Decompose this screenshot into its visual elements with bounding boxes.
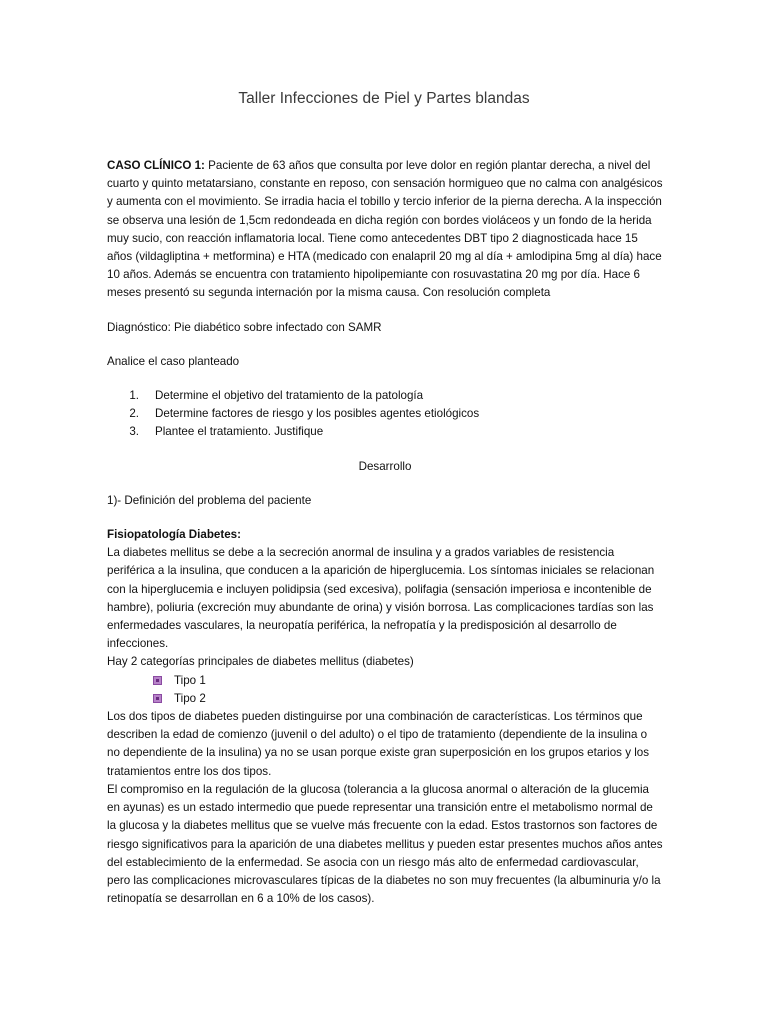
- physio-paragraph-2: Los dos tipos de diabetes pueden distinguirse por una combinación de características. Los términos que describen la edad de comienzo (juvenil o del adulto) o el tipo de tratamiento (dependiente de la insulina o no dependiente de la insulina) ya no se usan porque existe gran superposición en los grupos etarios y los tratamientos entre los dos tipos.: [107, 710, 650, 778]
- task-list: [107, 387, 663, 442]
- type-label: Tipo 1: [174, 673, 206, 687]
- physio-paragraph-3: El compromiso en la regulación de la glucosa (tolerancia a la glucosa anormal o alteración de la glucemia en ayunas) es un estado intermedio que puede representar una transición entre el metabolismo normal de la glucosa y la diabetes mellitus que se vuelve más frecuente con la edad. Estos trastornos son factores de riesgo significativos para la aparición de una diabetes mellitus y pueden estar presentes muchos años antes del establecimiento de la enfermedad. Se asocia con un riesgo más alto de enfermedad cardiovascular, pero las complicaciones microvasculares típicas de la diabetes no son muy frecuentes (la albuminuria y/o la retinopatía se desarrollan en 6 a 10% de los casos).: [107, 782, 663, 906]
- case-paragraph: [107, 157, 663, 303]
- list-item: [107, 405, 663, 423]
- task-number: 2.: [129, 407, 139, 421]
- analyze-line: Analice el caso planteado: [107, 354, 240, 368]
- document-title: Taller Infecciones de Piel y Partes blandas: [238, 90, 530, 107]
- physio-heading: Fisiopatología Diabetes:: [107, 528, 241, 542]
- list-item: [107, 423, 663, 441]
- square-bullet-icon: [153, 676, 162, 685]
- diagnosis-line: Diagnóstico: Pie diabético sobre infectado con SAMR: [107, 320, 382, 334]
- type-label: Tipo 2: [174, 691, 206, 705]
- task-text: Determine factores de riesgo y los posibles agentes etiológicos: [155, 407, 480, 421]
- categories-intro: Hay 2 categorías principales de diabetes mellitus (diabetes): [107, 655, 414, 669]
- list-item: [107, 672, 663, 690]
- list-item: [107, 387, 663, 405]
- physio-paragraph-1: La diabetes mellitus se debe a la secreción anormal de insulina y a grados variables de resistencia periférica a la insulina, que conducen a la aparición de hiperglucemia. Los síntomas iniciales se relacionan con la hiperglucemia e incluyen polidipsia (sed excesiva), polifagia (sensación imperiosa e incontenible de hambre), poliuria (excreción muy abundante de orina) y visión borrosa. Las complicaciones tardías son las enfermedades vasculares, la neuropatía periférica, la nefropatía y la predisposición al desarrollo de infecciones.: [107, 546, 655, 651]
- task-number: 3.: [129, 425, 139, 439]
- case-text: Paciente de 63 años que consulta por leve dolor en región plantar derecha, a nivel del cuarto y quinto metatarsiano, constante en reposo, con sensación hormigueo que no calma con analgésicos y aumenta con el movimiento. Se irradia hacia el tobillo y tercio inferior de la pierna derecha. A la inspección se observa una lesión de 1,5cm redondeada en dicha región con bordes violáceos y un fondo de la herida muy sucio, con reacción inflamatoria local. Tiene como antecedentes DBT tipo 2 diagnosticada hace 15 años (vildagliptina + metformina) e HTA (medicado con enalapril 20 mg al día + amlodipina 5mg al día) hace 10 años. Además se encuentra con tratamiento hipolipemiante con rosuvastatina 20 mg por día. Hace 6 meses presentó su segunda internación por la misma causa. Con resolución completa: [107, 159, 663, 300]
- task-text: Determine el objetivo del tratamiento de la patología: [155, 389, 424, 403]
- case-label: CASO CLÍNICO 1:: [107, 159, 205, 172]
- document-body: [107, 157, 663, 908]
- task-number: 1.: [129, 389, 139, 403]
- square-bullet-icon: [153, 694, 162, 703]
- development-heading: Desarrollo: [358, 459, 412, 473]
- types-list: [107, 672, 663, 708]
- task-text: Plantee el tratamiento. Justifique: [155, 425, 324, 439]
- list-item: [107, 690, 663, 708]
- problem-definition: 1)- Definición del problema del paciente: [107, 493, 312, 507]
